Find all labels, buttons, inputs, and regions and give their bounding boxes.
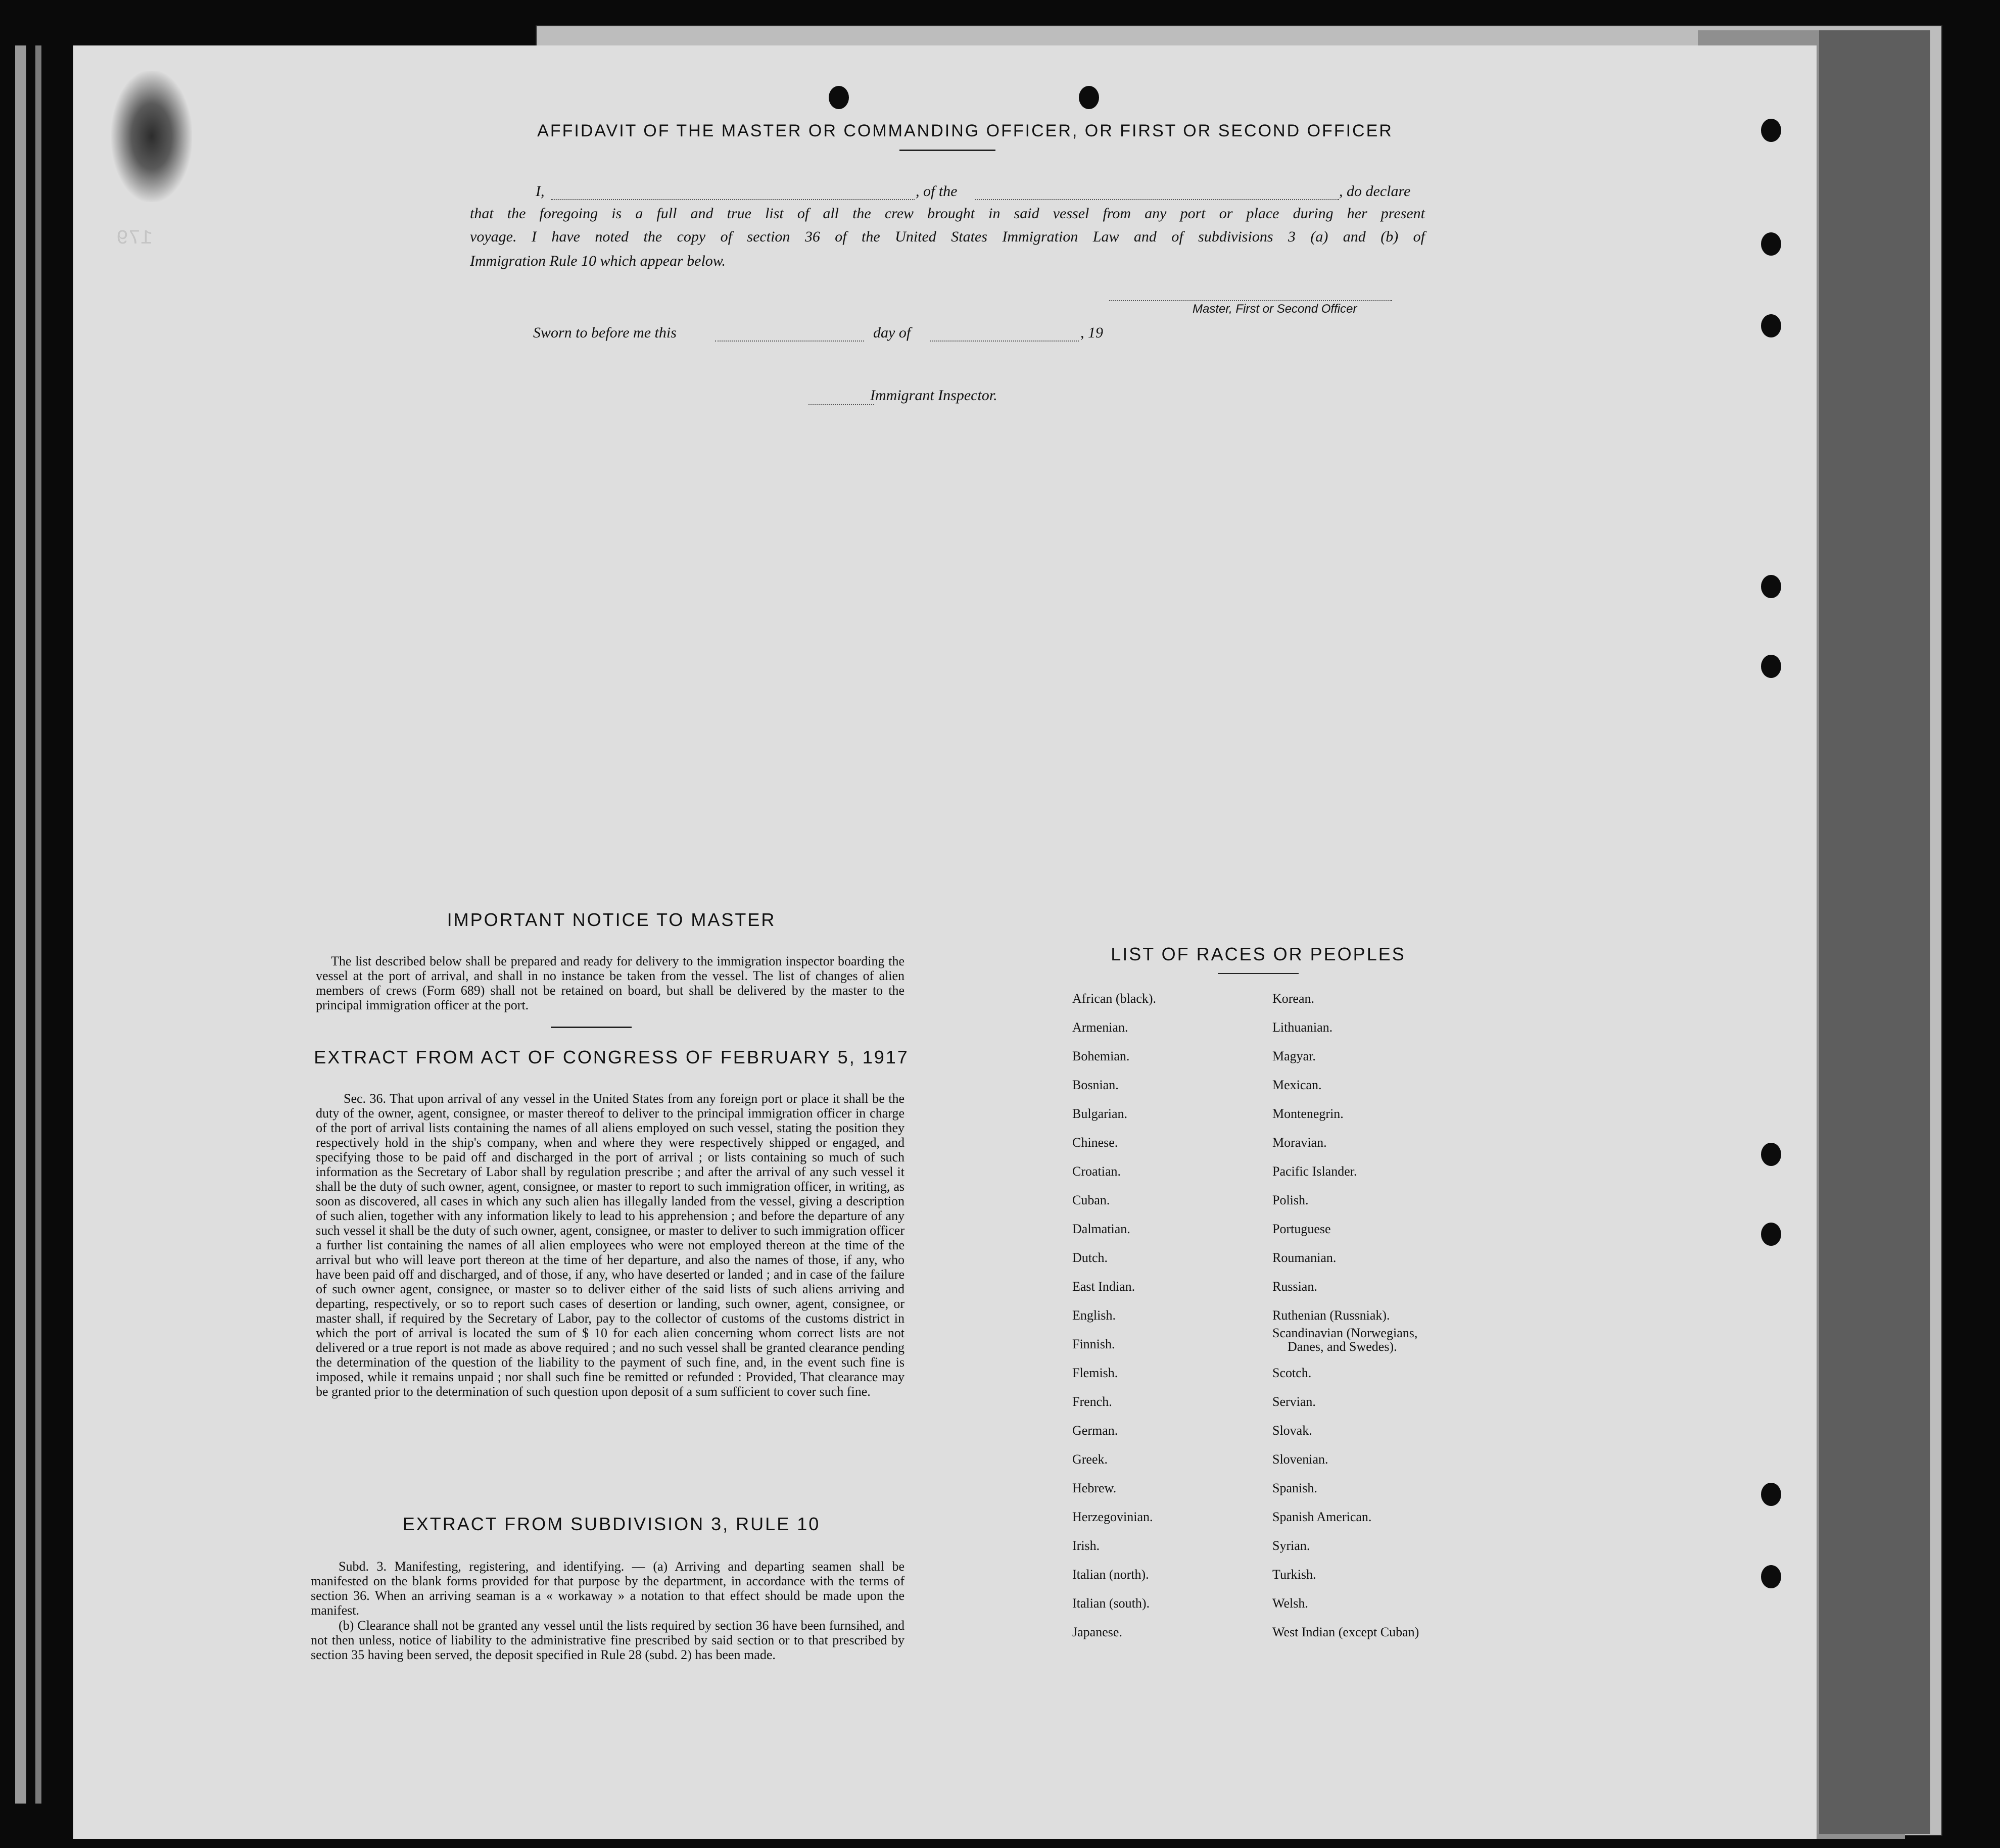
punch-hole xyxy=(1761,575,1781,598)
race-item: Italian (south). xyxy=(1072,1596,1150,1611)
race-item: Armenian. xyxy=(1072,1020,1128,1035)
race-item: Russian. xyxy=(1272,1279,1317,1294)
race-item: French. xyxy=(1072,1394,1112,1409)
sworn-month-blank[interactable] xyxy=(930,339,1079,342)
notice-title: IMPORTANT NOTICE TO MASTER xyxy=(447,909,776,930)
binding-edge-inner xyxy=(35,45,41,1804)
race-item: Dalmatian. xyxy=(1072,1222,1130,1236)
races-title: LIST OF RACES OR PEOPLES xyxy=(1111,944,1406,964)
rule-text-a: Subd. 3. Manifesting, registering, and identifying. — (a) Arriving and departing seamen shall be manifested on the blank forms provided for that purpose by the department, in accordance with the terms of section 36. When an arriving seaman is a « workaway » a notation to that effect should be made upon the manifest. xyxy=(311,1559,904,1618)
punch-hole xyxy=(829,86,849,109)
race-item: Cuban. xyxy=(1072,1193,1110,1207)
bleed-through-number: 179 xyxy=(116,227,153,250)
race-item: Chinese. xyxy=(1072,1135,1118,1150)
race-item: Bohemian. xyxy=(1072,1049,1130,1063)
race-item: German. xyxy=(1072,1423,1118,1438)
affidavit-line4: Immigration Rule 10 which appear below. xyxy=(470,253,726,269)
punch-hole xyxy=(1079,86,1099,109)
ink-smudge xyxy=(111,71,192,202)
inspector-caption: Immigrant Inspector. xyxy=(870,387,997,404)
race-item: Bulgarian. xyxy=(1072,1106,1128,1121)
act-title: EXTRACT FROM ACT OF CONGRESS OF FEBRUARY 5, 1917 xyxy=(314,1047,909,1067)
race-item: Magyar. xyxy=(1272,1049,1316,1063)
race-item: Irish. xyxy=(1072,1538,1100,1553)
punch-hole xyxy=(1761,314,1781,337)
race-item: Syrian. xyxy=(1272,1538,1310,1553)
race-item: Lithuanian. xyxy=(1272,1020,1333,1035)
race-item: Flemish. xyxy=(1072,1366,1118,1380)
affidavit-line3: voyage. I have noted the copy of section 36 of the United States Immigration Law and of subdivisions 3 (a) and (b) of xyxy=(470,228,1425,245)
race-item: African (black). xyxy=(1072,991,1157,1006)
race-item: Spanish American. xyxy=(1272,1510,1372,1524)
signature-caption: Master, First or Second Officer xyxy=(1193,302,1357,316)
notice-text: The list described below shall be prepared and ready for delivery to the immigration inspector boarding the vessel at the port of arrival, and shall in no instance be taken from the vessel. The list of changes of alien members of crews (Form 689) shall not be retained on board, but shall be delivered by the master to the principal immigration officer at the port. xyxy=(316,954,904,1012)
race-item: Pacific Islander. xyxy=(1272,1164,1357,1179)
race-item: Scotch. xyxy=(1272,1366,1312,1380)
race-item: Herzegovinian. xyxy=(1072,1510,1153,1524)
race-item: Portuguese xyxy=(1272,1222,1331,1236)
punch-hole xyxy=(1761,1565,1781,1588)
affidavit-line2: that the foregoing is a full and true list of all the crew brought in said vessel from any port or place during her present xyxy=(470,205,1425,222)
name-blank[interactable] xyxy=(551,198,915,200)
race-item: Welsh. xyxy=(1272,1596,1308,1611)
race-item: Korean. xyxy=(1272,991,1315,1006)
signature-blank[interactable] xyxy=(1109,299,1392,301)
race-item: Italian (north). xyxy=(1072,1567,1149,1582)
race-item: Japanese. xyxy=(1072,1625,1122,1639)
race-item: Mexican. xyxy=(1272,1078,1322,1092)
affidavit-of-the: , of the xyxy=(916,183,958,200)
affidavit-i: I, xyxy=(536,183,545,200)
race-item: West Indian (except Cuban) xyxy=(1272,1625,1419,1639)
race-item: Montenegrin. xyxy=(1272,1106,1344,1121)
race-item: Slovenian. xyxy=(1272,1452,1328,1467)
sworn-day-of: day of xyxy=(873,324,911,341)
binding-edge xyxy=(15,45,26,1804)
affidavit-declare: , do declare xyxy=(1339,183,1411,200)
race-item-continued: Danes, and Swedes). xyxy=(1288,1339,1397,1354)
race-item: Bosnian. xyxy=(1072,1078,1119,1092)
race-item: Spanish. xyxy=(1272,1481,1317,1495)
race-item: East Indian. xyxy=(1072,1279,1135,1294)
race-item: Hebrew. xyxy=(1072,1481,1117,1495)
inspector-blank[interactable] xyxy=(808,403,874,405)
race-item: Servian. xyxy=(1272,1394,1316,1409)
punch-hole xyxy=(1761,119,1781,142)
race-item: English. xyxy=(1072,1308,1116,1323)
race-item: Slovak. xyxy=(1272,1423,1312,1438)
race-item: Croatian. xyxy=(1072,1164,1121,1179)
section-rule xyxy=(551,1027,632,1028)
title-rule xyxy=(899,150,995,151)
affidavit-title: AFFIDAVIT OF THE MASTER OR COMMANDING OFFICER, OR FIRST OR SECOND OFFICER xyxy=(537,121,1393,140)
rule-text-b: (b) Clearance shall not be granted any vessel until the lists required by section 36 have been furnsihed, and not then unless, notice of liability to the administrative fine prescribed by said section or to that prescribed by section 35 having been served, the deposit specified in Rule 28 (subd. 2) has been made. xyxy=(311,1618,904,1662)
race-item: Scandinavian (Norwegians, xyxy=(1272,1326,1418,1340)
race-item: Moravian. xyxy=(1272,1135,1327,1150)
punch-hole xyxy=(1761,232,1781,256)
punch-hole xyxy=(1761,655,1781,678)
rule-title: EXTRACT FROM SUBDIVISION 3, RULE 10 xyxy=(402,1514,821,1534)
race-item: Polish. xyxy=(1272,1193,1309,1207)
race-item: Turkish. xyxy=(1272,1567,1316,1582)
race-item: Roumanian. xyxy=(1272,1250,1337,1265)
punch-hole xyxy=(1761,1143,1781,1166)
act-text: Sec. 36. That upon arrival of any vessel in the United States from any foreign port or place it shall be the duty of the owner, agent, consignee, or master thereof to deliver to the principal immigration officer in charge of the port of arrival lists containing the names of all aliens employed on such vessel, stating the position they respectively hold in the ship's company, when and where they were respectively shipped or engaged, and specifying those to be paid off and discharged in the port of arrival ; or lists containing so much of such information as the Secretary of Labor shall by regulation prescribe ; and after the arrival of any such vessel it shall be the duty of such owner, agent, consignee, or master to report to such immigration officer, in writing, as soon as discovered, all cases in which any such alien has illegally landed from the vessel, giving a description of such alien, together with any information likely to lead to his apprehension ; and before the departure of any such vessel it shall be the duty of such owner, agent, consignee, or master to deliver to such immigration officer a further list containing the names of all alien employees who were not employed thereon at the time of the arrival but who will leave port thereon at the time of her departure, and also the names of those, if any, who have been paid off and discharged, and of those, if any, who have deserted or landed ; and in case of the failure of such owner agent, consignee, or master so to deliver either of the said lists of such aliens arriving and departing, respectively, or so to report such cases of desertion or landing, such owner, agent, consignee, or master shall, if required by the Secretary of Labor, pay to the collector of customs of the customs district in which the port of arrival is located the sum of $ 10 for each alien concerning whom correct lists are not delivered or a true report is not made as above required ; and no such vessel shall be granted clearance pending the determination of the question of the liability to the payment of such fine, and, in the event such fine is imposed, while it remains unpaid ; nor shall such fine be remitted or refunded : Provided, That clearance may be granted prior to the determination of such question upon deposit of a sum sufficient to cover such fine. xyxy=(316,1091,904,1399)
punch-hole xyxy=(1761,1483,1781,1506)
punch-hole xyxy=(1761,1223,1781,1246)
vessel-blank[interactable] xyxy=(975,198,1339,200)
race-item: Dutch. xyxy=(1072,1250,1108,1265)
underlying-sheet-edge-dark xyxy=(1819,30,1930,1834)
race-item: Finnish. xyxy=(1072,1337,1115,1351)
race-item: Ruthenian (Russniak). xyxy=(1272,1308,1390,1323)
sworn-text: Sworn to before me this xyxy=(533,324,677,341)
sworn-year: , 19 xyxy=(1080,324,1103,341)
race-item: Greek. xyxy=(1072,1452,1108,1467)
sworn-day-blank[interactable] xyxy=(715,339,864,342)
races-rule xyxy=(1218,973,1299,974)
